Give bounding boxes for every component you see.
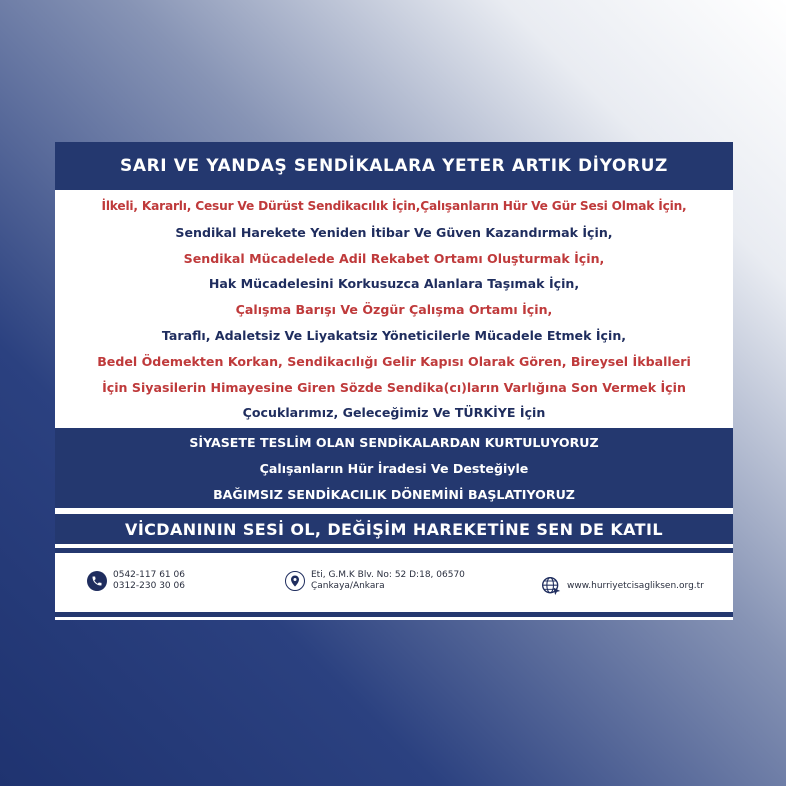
- address-contact: [285, 570, 465, 592]
- message-line: Sendikal Harekete Yeniden İtibar Ve Güven Kazandırmak İçin,: [175, 224, 613, 240]
- globe-icon: [541, 576, 561, 596]
- location-pin-icon: [285, 571, 305, 591]
- declaration-line: SİYASETE TESLİM OLAN SENDİKALARDAN KURTULUYORUZ: [189, 435, 599, 450]
- address-line: Eti, G.M.K Blv. No: 52 D:18, 06570: [311, 570, 465, 580]
- website-contact: [541, 576, 704, 596]
- message-line: Çocuklarımız, Geleceğimiz Ve TÜRKİYE İçin: [242, 405, 546, 421]
- message-line: İçin Siyasilerin Himayesine Giren Sözde Sendika(cı)ların Varlığına Son Vermek İçin: [102, 379, 686, 395]
- phone-contact: [87, 570, 185, 592]
- message-line: Bedel Ödemekten Korkan, Sendikacılığı Gelir Kapısı Olarak Gören, Bireysel İkballeri: [97, 353, 691, 369]
- slogan: VİCDANININ SESİ OL, DEĞİŞİM HAREKETİNE SEN DE KATIL: [55, 514, 733, 544]
- message-lines: [55, 194, 733, 426]
- address-line: Çankaya/Ankara: [311, 581, 385, 591]
- declaration-line: Çalışanların Hür İradesi Ve Desteğiyle: [259, 461, 529, 476]
- message-line: Çalışma Barışı Ve Özgür Çalışma Ortamı İçin,: [235, 302, 553, 318]
- phone-number: 0312-230 30 06: [113, 581, 185, 591]
- declaration-line: BAĞIMSIZ SENDİKACILIK DÖNEMİNİ BAŞLATIYORUZ: [213, 487, 575, 502]
- poster: [55, 142, 733, 620]
- phone-number: 0542-117 61 06: [113, 570, 185, 580]
- message-line: İlkeli, Kararlı, Cesur Ve Dürüst Sendikacılık İçin,Çalışanların Hür Ve Gür Sesi Olmak İçin,: [101, 199, 687, 213]
- contact-footer: [55, 562, 733, 612]
- poster-title: SARI VE YANDAŞ SENDİKALARA YETER ARTIK DİYORUZ: [55, 142, 733, 190]
- divider: [55, 612, 733, 617]
- declaration-band: [55, 428, 733, 508]
- divider: [55, 548, 733, 553]
- message-line: Sendikal Mücadelede Adil Rekabet Ortamı Oluşturmak İçin,: [183, 250, 605, 266]
- message-line: Taraflı, Adaletsiz Ve Liyakatsiz Yöneticilerle Mücadele Etmek İçin,: [161, 327, 627, 343]
- message-line: Hak Mücadelesini Korkusuzca Alanlara Taşımak İçin,: [208, 276, 580, 292]
- website-link[interactable]: www.hurriyetcisagliksen.org.tr: [567, 580, 704, 591]
- phone-icon: [87, 571, 107, 591]
